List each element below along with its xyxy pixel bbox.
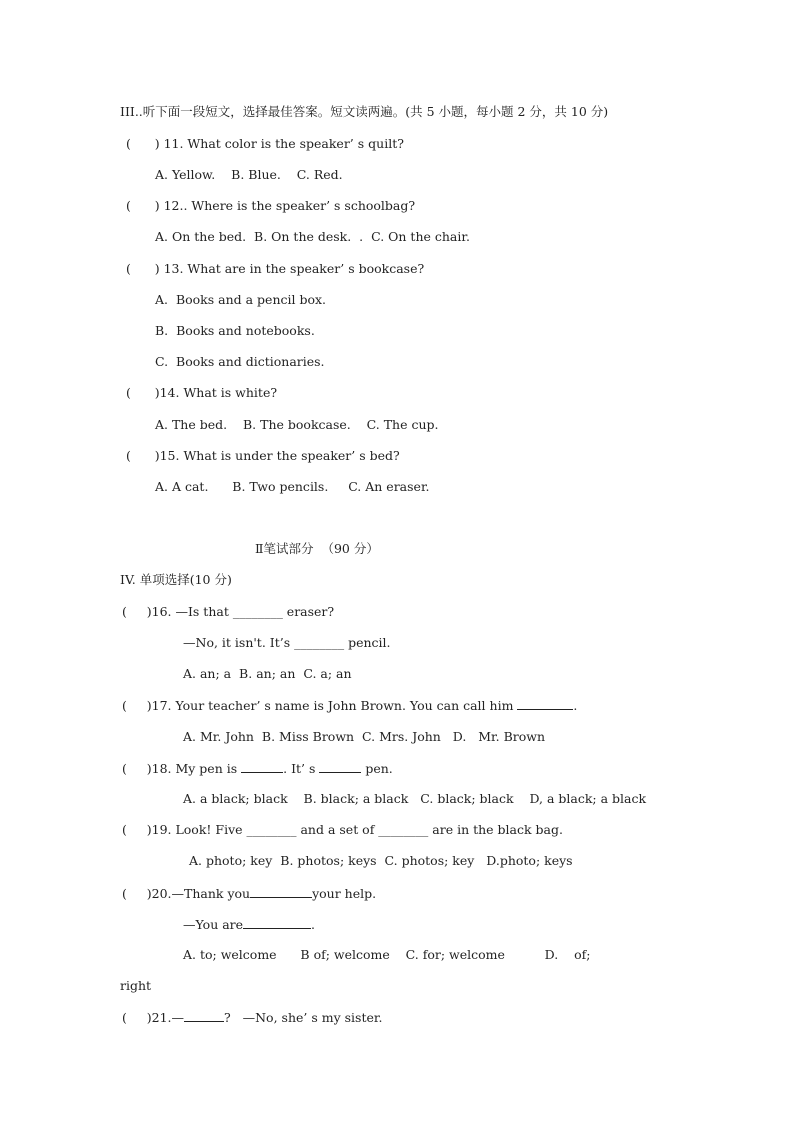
q18-blank-2 <box>319 760 361 773</box>
q17-end: . <box>573 698 578 713</box>
q18-options: A. a black; black B. black; a black C. black; black D, a black; a black <box>183 791 647 806</box>
q11-stem: ( ) 11. What color is the speaker’ s quilt? <box>126 136 404 151</box>
q18-stem-c: pen. <box>361 761 393 776</box>
q16-options: A. an; a B. an; an C. a; an <box>183 666 352 681</box>
q20-line2-b: . <box>311 917 316 932</box>
q21-blank <box>184 1009 224 1022</box>
q12-options: A. On the bed. B. On the desk. . C. On the chair. <box>155 229 470 244</box>
q20-blank-1 <box>250 885 312 898</box>
q20-stem-a: ( )20.—Thank you <box>122 886 251 901</box>
q18-stem <box>122 760 393 777</box>
q14-stem: ( )14. What is white? <box>126 385 278 400</box>
q19-options: A. photo; key B. photos; keys C. photos; key D.photo; keys <box>189 853 573 868</box>
q12-stem: ( ) 12.. Where is the speaker’ s schoolbag? <box>126 198 416 213</box>
q13-stem: ( ) 13. What are in the speaker’ s bookcase? <box>126 261 425 276</box>
q17-blank <box>517 697 573 710</box>
q21-stem-a: ( )21.— <box>122 1010 184 1025</box>
q20-options: A. to; welcome B of; welcome C. for; welcome D. of; <box>183 947 591 962</box>
q21-stem-b: ? —No, she’ s my sister. <box>224 1010 383 1025</box>
q18-blank-1 <box>241 760 283 773</box>
q16-stem: ( )16. —Is that ________ eraser? <box>122 604 335 619</box>
q20-blank-2 <box>243 916 311 929</box>
section-3-heading: III..听下面一段短文，选择最佳答案。短文读两遍。(共 5 小题，每小题 2 分，共 10 分) <box>120 104 609 119</box>
q19-stem: ( )19. Look! Five ________ and a set of ________ are in the black bag. <box>122 822 563 837</box>
q17-options: A. Mr. John B. Miss Brown C. Mrs. John D. Mr. Brown <box>183 729 546 744</box>
q18-stem-a: ( )18. My pen is <box>122 761 242 776</box>
q15-stem: ( )15. What is under the speaker’ s bed? <box>126 448 400 463</box>
q20-stem-b: your help. <box>312 886 377 901</box>
q13-option-b: B. Books and notebooks. <box>155 323 315 338</box>
q17-stem-text: ( )17. Your teacher’ s name is John Brown. You can call him <box>122 698 518 713</box>
q20-line2 <box>183 916 315 933</box>
q20-line2-a: —You are <box>183 917 244 932</box>
q13-option-a: A. Books and a pencil box. <box>155 292 327 307</box>
q13-option-c: C. Books and dictionaries. <box>155 354 325 369</box>
q21-stem <box>122 1009 382 1026</box>
q18-stem-b: . It’ s <box>283 761 320 776</box>
q20-options-wrap: right <box>120 978 152 993</box>
part-2-title: Ⅱ笔试部分 （90 分） <box>255 541 379 556</box>
q14-options: A. The bed. B. The bookcase. C. The cup. <box>155 417 439 432</box>
q11-options: A. Yellow. B. Blue. C. Red. <box>155 167 343 182</box>
q15-options: A. A cat. B. Two pencils. C. An eraser. <box>155 479 430 494</box>
q20-stem <box>122 885 376 902</box>
section-4-heading: IV. 单项选择(10 分) <box>120 572 232 587</box>
q16-line2: —No, it isn't. It’s ________ pencil. <box>183 635 391 650</box>
q17-stem <box>122 697 577 714</box>
